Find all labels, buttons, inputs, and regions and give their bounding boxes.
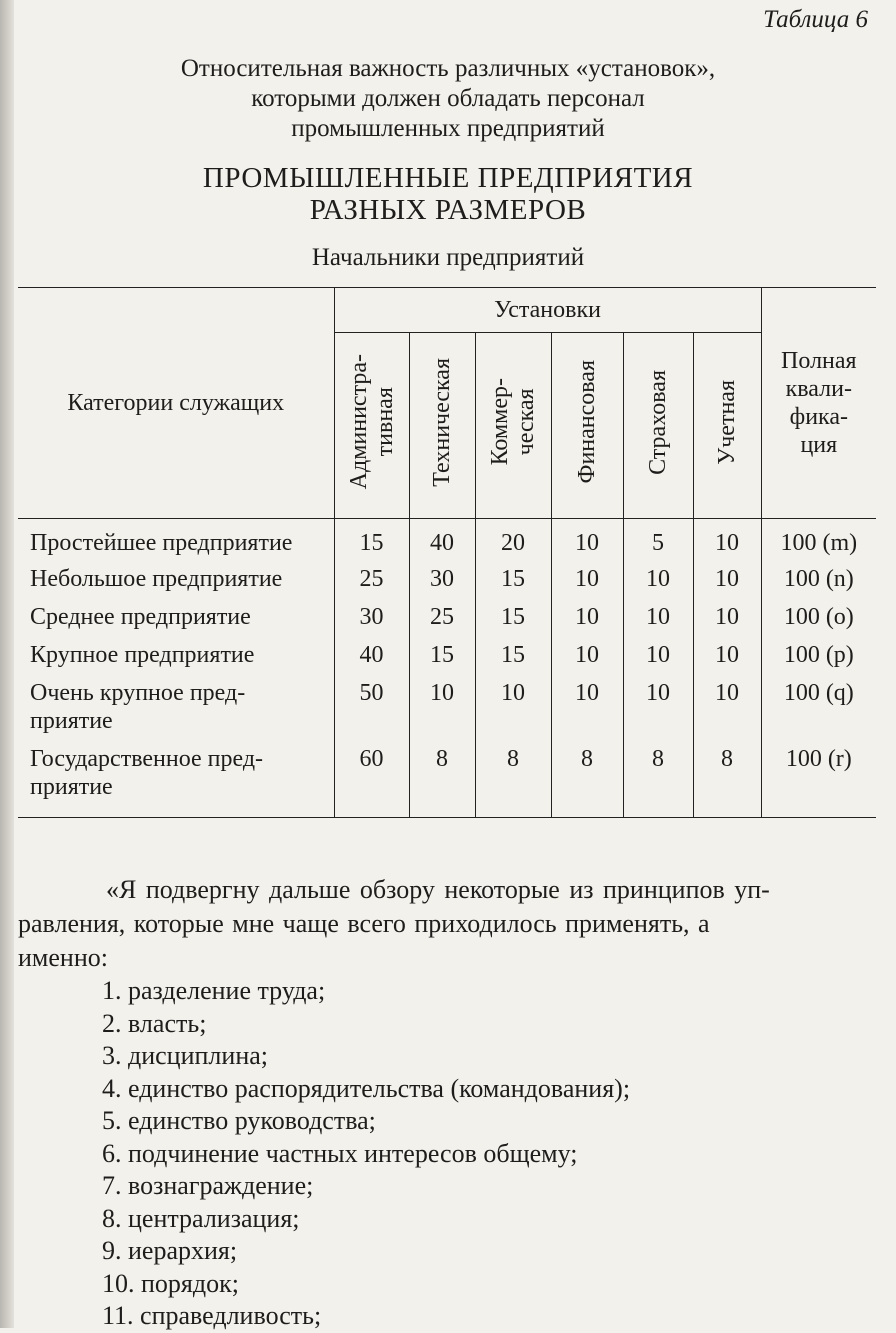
vertical-label	[645, 370, 671, 475]
list-item: 6. подчинение частных интересов общему;	[102, 1138, 578, 1168]
column-header-technical	[409, 333, 475, 519]
column-header-administrative	[334, 333, 409, 519]
label-line: тивная	[371, 387, 398, 457]
table-cell: 10	[693, 565, 761, 603]
table-cell: 5	[623, 519, 693, 566]
label-line: Техническая	[429, 357, 455, 487]
paragraph-line: именно:	[18, 943, 108, 972]
total-header-line: Полная	[781, 348, 857, 374]
column-header-accounting	[693, 333, 761, 519]
vertical-label	[574, 360, 600, 484]
table-cell: 10	[551, 519, 623, 566]
table-row	[18, 603, 876, 641]
staff-installations-table	[18, 287, 876, 818]
table-cell: 10	[693, 519, 761, 566]
table-cell: 10	[475, 679, 551, 745]
vertical-label	[714, 380, 740, 465]
label-line: Страховая	[645, 369, 671, 475]
vertical-label	[429, 358, 455, 487]
total-cell: 100 (q)	[783, 680, 854, 706]
paragraph-line: равления, которые мне чаще всего приходилось применять, а	[18, 909, 710, 938]
paragraph-line: «Я подвергну дальше обзору некоторые из принципов уп-	[106, 875, 770, 904]
total-header-line: фика-	[789, 404, 848, 430]
row-label-line: приятие	[30, 708, 113, 734]
table-cell: 8	[475, 745, 551, 818]
table-cell: 10	[551, 603, 623, 641]
table-cell: 25	[409, 603, 475, 641]
total-header-line: ция	[800, 432, 838, 458]
list-item: 9. иерархия;	[102, 1236, 238, 1265]
table-cell: 15	[475, 603, 551, 641]
vertical-label	[487, 378, 539, 465]
table-cell: 15	[334, 519, 409, 566]
vertical-label	[346, 354, 398, 489]
table-caption	[18, 54, 878, 144]
list-item: 8. централизация;	[102, 1203, 300, 1233]
list-item: 10. порядок;	[102, 1268, 239, 1298]
table-cell: 40	[409, 519, 475, 566]
label-line: Учетная	[714, 379, 741, 465]
list-item: 7. вознаграждение;	[102, 1171, 314, 1200]
table-cell: 15	[475, 641, 551, 679]
total-cell: 100 (o)	[783, 604, 854, 630]
table-cell: 40	[334, 641, 409, 679]
total-cell: 100 (n)	[783, 566, 854, 592]
book-page	[18, 0, 890, 1328]
staff-table-container	[18, 287, 876, 818]
table-cell: 30	[409, 565, 475, 603]
list-item: 5. единство руководства;	[102, 1106, 376, 1135]
label-line: Финансовая	[574, 360, 600, 484]
table-cell: 15	[475, 565, 551, 603]
principles-list	[18, 975, 880, 1333]
list-item: 3. дисциплина;	[102, 1041, 268, 1070]
table-cell: 8	[623, 745, 693, 818]
caption-line: промышленных предприятий	[291, 115, 605, 142]
table-cell: 10	[409, 679, 475, 745]
row-label	[18, 679, 334, 745]
table-subheading: Начальники предприятий	[311, 244, 585, 271]
table-cell: 10	[551, 641, 623, 679]
table-cell: 10	[623, 679, 693, 745]
row-label: Среднее предприятие	[18, 603, 334, 641]
row-label-line: Очень крупное пред-	[30, 680, 246, 706]
row-label-line: Государственное пред-	[30, 746, 264, 772]
table-row	[18, 679, 876, 745]
table-cell: 8	[409, 745, 475, 818]
total-qualification-header	[761, 288, 876, 519]
table-cell: 10	[623, 603, 693, 641]
table-number-label: Таблица 6	[763, 6, 868, 33]
label-line: ческая	[513, 388, 539, 456]
caption-line: Относительная важность различных «установок»,	[180, 55, 716, 82]
table-row	[18, 641, 876, 679]
total-cell: 100 (p)	[783, 642, 854, 668]
table-cell: 10	[551, 565, 623, 603]
row-label: Крупное предприятие	[18, 641, 334, 679]
row-label: Простейшее предприятие	[18, 519, 334, 566]
table-cell: 8	[551, 745, 623, 818]
table-cell: 8	[693, 745, 761, 818]
heading-line: ПРОМЫШЛЕННЫЕ ПРЕДПРИЯТИЯ	[202, 162, 694, 194]
table-row	[18, 745, 876, 818]
category-column-header: Категории служащих	[18, 288, 334, 519]
table-cell: 30	[334, 603, 409, 641]
column-header-financial	[551, 333, 623, 519]
table-cell: 10	[551, 679, 623, 745]
row-label: Небольшое предприятие	[18, 565, 334, 603]
label-line: Администра-	[345, 354, 372, 490]
table-cell: 10	[693, 641, 761, 679]
table-cell: 10	[623, 565, 693, 603]
table-cell: 50	[334, 679, 409, 745]
table-row	[18, 519, 876, 566]
list-item: 2. власть;	[102, 1008, 207, 1038]
total-header-line: квали-	[785, 376, 852, 402]
table-row	[18, 565, 876, 603]
table-cell: 10	[693, 603, 761, 641]
table-cell: 10	[623, 641, 693, 679]
list-item: 4. единство распорядительства (командования);	[102, 1073, 631, 1103]
label-line: Коммер-	[487, 378, 513, 466]
installations-group-header: Установки	[334, 288, 761, 333]
row-label	[18, 745, 334, 818]
caption-line: которыми должен обладать персонал	[251, 85, 645, 112]
heading-line: РАЗНЫХ РАЗМЕРОВ	[309, 194, 587, 226]
list-item: 11. справедливость;	[102, 1301, 322, 1330]
list-item: 1. разделение труда;	[102, 976, 326, 1005]
body-text	[18, 873, 880, 1333]
column-header-insurance	[623, 333, 693, 519]
total-cell: 100 (r)	[761, 745, 876, 818]
total-cell: 100 (m)	[780, 530, 858, 556]
table-cell: 10	[693, 679, 761, 745]
table-cell: 60	[334, 745, 409, 818]
section-heading	[18, 162, 878, 226]
column-header-commercial	[475, 333, 551, 519]
table-cell: 25	[334, 565, 409, 603]
table-cell: 20	[475, 519, 551, 566]
page-gutter-shadow	[0, 0, 14, 1328]
row-label-line: приятие	[30, 774, 113, 800]
table-cell: 15	[409, 641, 475, 679]
